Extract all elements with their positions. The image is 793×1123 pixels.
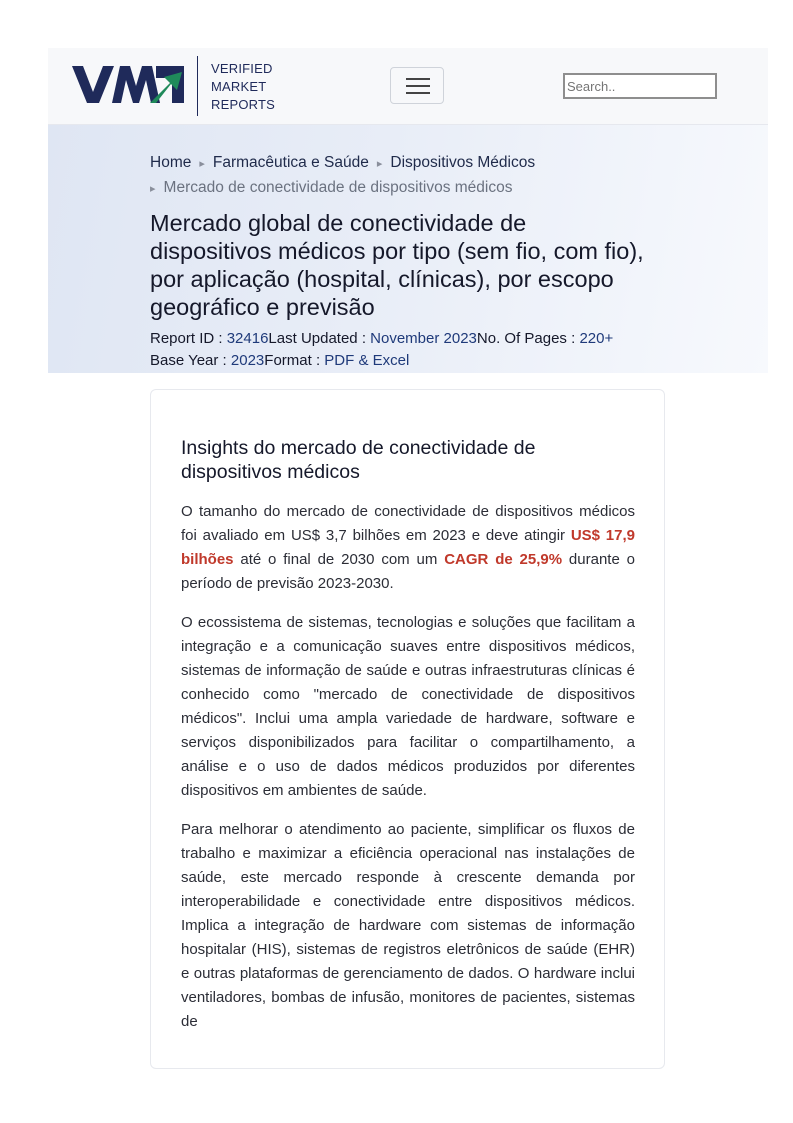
insights-paragraph-2: O ecossistema de sistemas, tecnologias e soluções que facilitam a integração e a comunicação suaves entre dispositivos médicos, sistemas de informação de saúde e outras infraestruturas clínicas é conhecido como "mercado de conectividade de dispositivos médicos". Inclui uma ampla variedade de hardware, software e serviços disponibilizados para facilitar o compartilhamento, a análise e o uso de dados médicos produzidos por diferentes dispositivos em ambientes de saúde. bbox=[181, 614, 635, 799]
chevron-right-icon: ▸ bbox=[150, 183, 156, 195]
logo-line-verified: VERIFIED bbox=[211, 61, 273, 76]
search-input[interactable] bbox=[563, 73, 717, 99]
breadcrumb-home-link[interactable]: Home bbox=[150, 154, 192, 171]
logo-divider bbox=[197, 56, 198, 116]
chevron-right-icon: ▸ bbox=[376, 158, 383, 170]
base-year-label: Base Year : bbox=[150, 352, 231, 369]
report-id-value: 32416 bbox=[226, 330, 269, 347]
cagr-highlight: CAGR de 25,9% bbox=[444, 551, 563, 568]
pages-label: No. Of Pages : bbox=[476, 330, 580, 347]
hamburger-icon bbox=[406, 78, 430, 80]
last-updated-label: Last Updated : bbox=[268, 330, 371, 347]
insights-paragraph-1: O tamanho do mercado de conectividade de dispositivos médicos foi avaliado em US$ 3,7 bilhões em 2023 e deve atingir US$ 17,9 bilhões até o final de 2030 com um CAGR de 25,9% durante o período de previsão 2023-2030. bbox=[181, 503, 635, 592]
last-updated-value: November 2023 bbox=[370, 330, 477, 347]
report-id-label: Report ID : bbox=[150, 330, 227, 347]
market-size-highlight: US$ 17,9 bilhões bbox=[181, 527, 635, 568]
vmr-logo-mark-icon bbox=[72, 66, 184, 104]
pages-value: 220+ bbox=[579, 330, 614, 347]
report-meta bbox=[150, 328, 670, 372]
breadcrumb-current: Mercado de conectividade de dispositivos médicos bbox=[163, 179, 513, 196]
insights-card bbox=[150, 389, 665, 1069]
base-year-value: 2023 bbox=[230, 352, 265, 369]
insights-heading: Insights do mercado de conectividade de dispositivos médicos bbox=[181, 437, 536, 483]
breadcrumb-devices-link[interactable]: Dispositivos Médicos bbox=[390, 154, 536, 171]
logo-wordmark bbox=[211, 60, 275, 114]
logo-line-reports: REPORTS bbox=[211, 97, 276, 112]
insights-paragraph-3: Para melhorar o atendimento ao paciente, simplificar os fluxos de trabalho e maximizar a eficiência operacional nas instalações de saúde, este mercado responde à crescente demanda por interoperabilidade e conectividade entre dispositivos médicos. Implica a integração de hardware com sistemas de informação hospitalar (HIS), sistemas de registros eletrônicos de saúde (EHR) e outras plataformas de gerenciamento de dados. O hardware inclui ventiladores, bombas de infusão, monitores de pacientes, sistemas de bbox=[181, 821, 635, 1030]
page-title: Mercado global de conectividade de dispositivos médicos por tipo (sem fio, com fio), por aplicação (hospital, clínicas), por escopo geográfico e previsão bbox=[150, 210, 644, 320]
breadcrumb bbox=[150, 151, 670, 201]
logo-line-market: MARKET bbox=[211, 79, 267, 94]
page-frame bbox=[48, 48, 768, 1088]
chevron-right-icon: ▸ bbox=[199, 158, 205, 170]
format-label: Format : bbox=[264, 352, 325, 369]
top-navbar bbox=[48, 48, 768, 125]
breadcrumb-pharma-link[interactable]: Farmacêutica e Saúde bbox=[212, 154, 369, 171]
report-hero bbox=[48, 125, 768, 373]
format-value: PDF & Excel bbox=[324, 352, 410, 369]
menu-toggle-button[interactable] bbox=[390, 67, 444, 104]
